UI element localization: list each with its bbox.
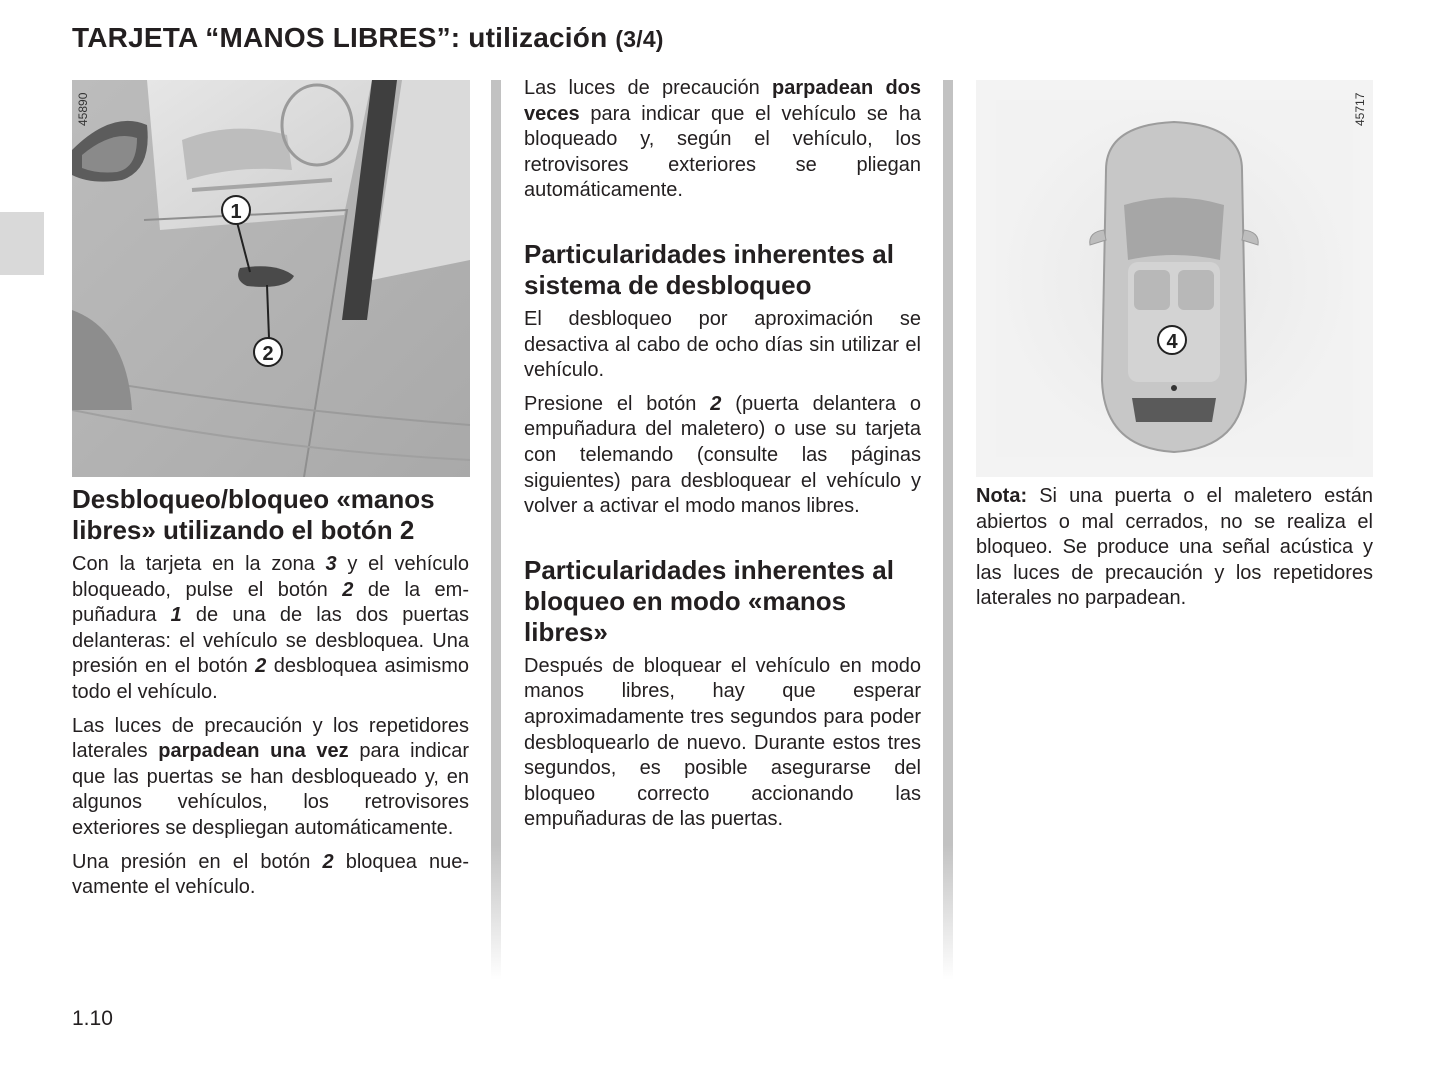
door-drawing [72, 80, 470, 477]
section-heading-unlock-system: Particularidades inherentes al sistema de desbloqueo [524, 238, 894, 300]
paragraph: Con la tarjeta en la zona 3 y el vehículo bloqueado, pulse el botón 2 de la empuñadura 1 de una de las dos puertas delanteras: el vehículo se desbloquea. Una presión en el botón 2 desbloquea asimismo todo el vehículo. [72, 553, 470, 703]
note-label: Nota: [976, 485, 1028, 507]
page-title [72, 22, 664, 54]
paragraph: Las luces de precaución y los repetidores laterales parpadean una vez para indicar que las puertas se han desbloqueado y, en algunos vehículos, los retrovisores exteriores se despliegan automáticamente. [72, 714, 470, 839]
column-2 [524, 76, 921, 841]
paragraph: Las luces de precaución parpadean dos veces para indicar que el vehículo se ha bloqueado y, según el vehículo, los retrovisores exteriores se pliegan automáticamente. [524, 77, 921, 202]
section-heading-lock-mode: Particularidades inherentes al bloqueo en modo «manos libres» [524, 554, 894, 647]
column-divider-left [491, 80, 501, 980]
paragraph: El desbloqueo por aproximación se desactiva al cabo de ocho días sin utilizar el vehículo. [524, 307, 921, 382]
page-title-text: TARJETA “MANOS LIBRES”: utilización [72, 22, 608, 53]
callout-1: 1 [230, 201, 242, 223]
rear-window [1132, 398, 1216, 422]
column-1 [72, 484, 469, 909]
section-heading-unlock-lock: Desbloqueo/bloqueo «manos libres» utilizando el botón 2 [72, 484, 435, 545]
page-number: 1.10 [72, 1007, 113, 1030]
figure-id-left: 45890 [76, 92, 90, 126]
door-handle-illustration [72, 80, 470, 477]
paragraph: Después de bloquear el vehículo en modo manos libres, hay que esperar aproximadamente tres segundos para poder desbloquearlo de nuevo. Durante estos tres segundos, es posible asegurarse del bloqueo correcto accionando las empuñaduras de las puertas. [524, 654, 921, 831]
note-text: Si una puerta o el maletero están abiertos o mal cerrados, no se realiza el bloqueo. Se produce una señal acústica y las luces de precaución y los repetidores laterales no parpadean. [976, 485, 1373, 610]
callout-2: 2 [262, 343, 274, 365]
page-title-part: (3/4) [615, 26, 664, 52]
column-divider-right [943, 80, 953, 980]
figure-id-right: 45717 [1353, 92, 1367, 126]
callout-4: 4 [1166, 331, 1178, 353]
car-top-drawing [976, 80, 1373, 477]
column-3 [976, 484, 1373, 620]
paragraph: Una presión en el botón 2 bloquea nuevamente el vehículo. [72, 850, 469, 899]
paragraph: Presione el botón 2 (puerta delantera o empuñadura del maletero) o use su tarjeta con telemando (consulte las páginas siguientes) para desbloquear el vehículo y volver a activar el modo manos libres. [524, 392, 921, 518]
car-top-view-illustration [976, 80, 1373, 477]
chapter-tab [0, 212, 44, 275]
note-paragraph [976, 484, 1373, 612]
